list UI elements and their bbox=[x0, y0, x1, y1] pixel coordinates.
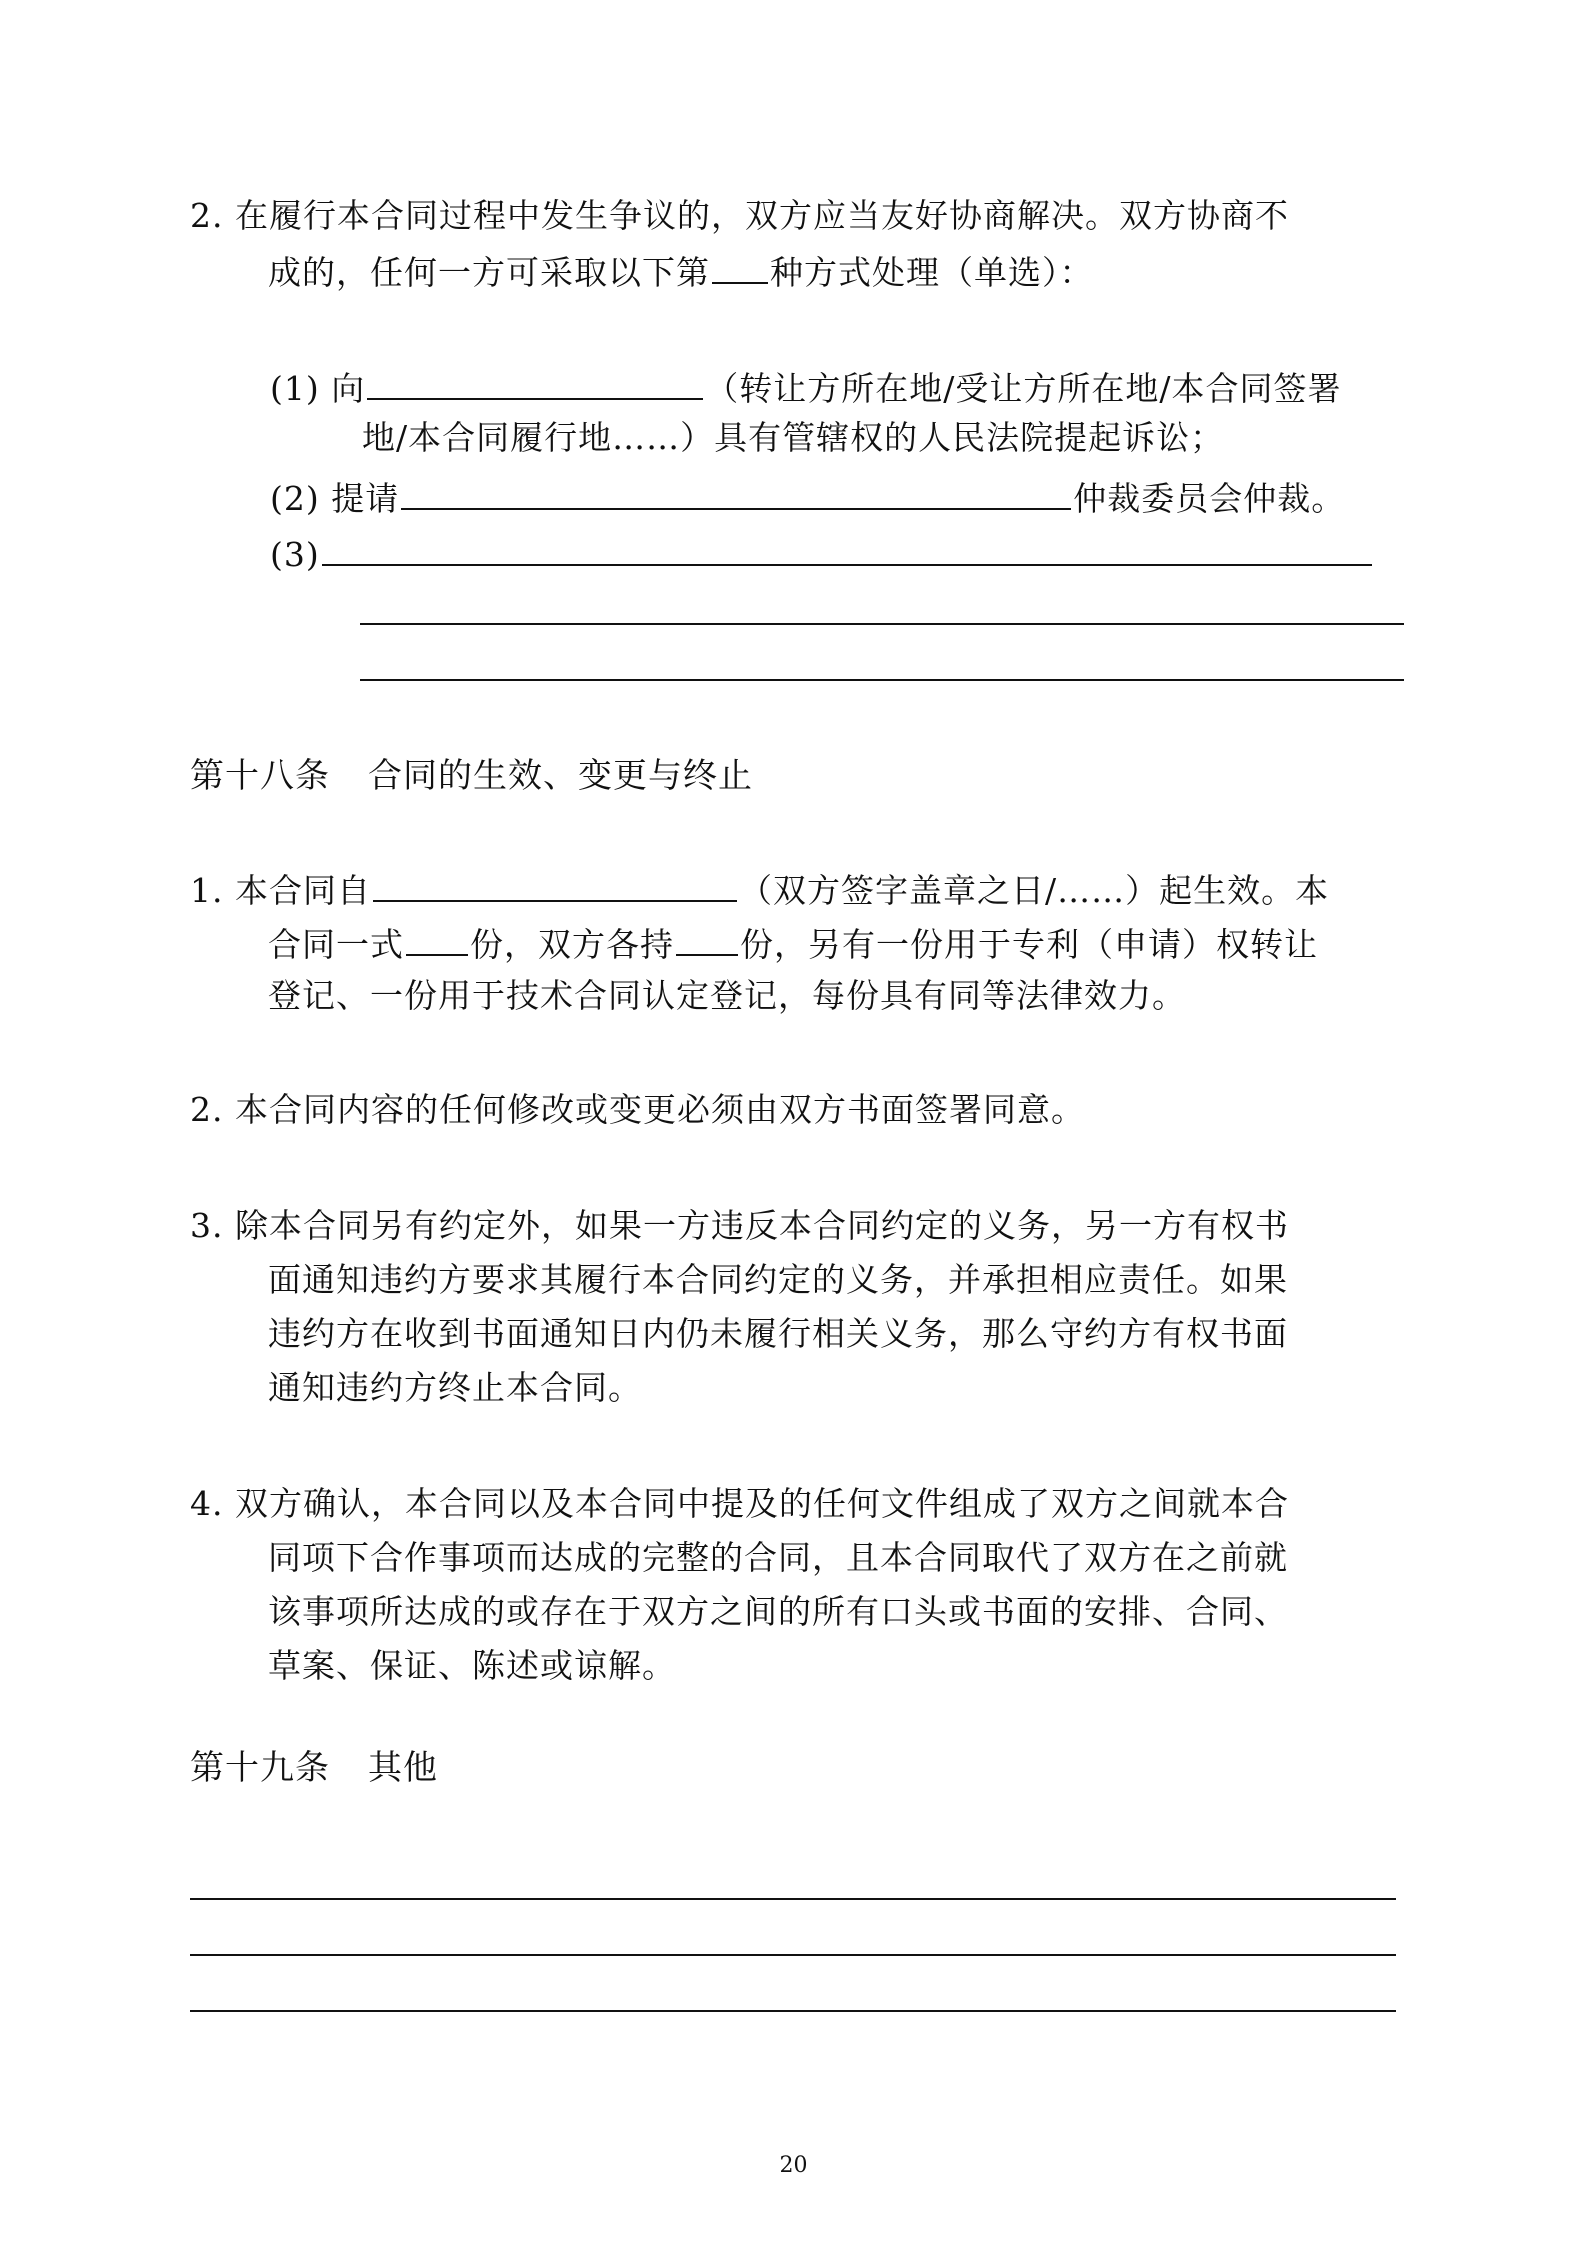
section-title: 合同的生效、变更与终止 bbox=[368, 756, 753, 796]
court-location-blank[interactable] bbox=[367, 366, 703, 400]
clause-18-4-line-4 bbox=[268, 1646, 676, 1686]
clause-text: 种方式处理（单选）： bbox=[770, 253, 1094, 292]
copies-each-blank[interactable] bbox=[676, 922, 738, 956]
clause-text: 该事项所达成的或存在于双方之间的所有口头或书面的安排、合同、 bbox=[268, 1592, 1288, 1631]
clause-18-1-line-3 bbox=[268, 976, 1186, 1016]
option-text: （转让方所在地/受让方所在地/本合同签署 bbox=[705, 369, 1342, 408]
clause-18-3-line-1 bbox=[190, 1206, 1289, 1246]
clause-text: 成的，任何一方可采取以下第 bbox=[268, 253, 710, 292]
other-method-blank-3[interactable] bbox=[360, 679, 1404, 681]
clause-text: 2. 本合同内容的任何修改或变更必须由双方书面签署同意。 bbox=[190, 1090, 1085, 1129]
copies-total-blank[interactable] bbox=[406, 922, 468, 956]
clause-18-1-line-2 bbox=[268, 922, 1318, 965]
clause-text: 草案、保证、陈述或谅解。 bbox=[268, 1646, 676, 1685]
page-number: 20 bbox=[779, 2153, 808, 2178]
effective-date-blank[interactable] bbox=[373, 868, 737, 902]
option-label: (2) 提请 bbox=[270, 479, 400, 518]
clause-text: 登记、一份用于技术合同认定登记，每份具有同等法律效力。 bbox=[268, 976, 1186, 1015]
other-terms-blank-2[interactable] bbox=[190, 1954, 1396, 1956]
option-text: 仲裁委员会仲裁。 bbox=[1073, 479, 1346, 518]
option-2-line bbox=[270, 476, 1345, 519]
option-1-line-2 bbox=[362, 418, 1224, 458]
clause-text: 同项下合作事项而达成的完整的合同，且本合同取代了双方在之前就 bbox=[268, 1538, 1288, 1577]
option-3-line bbox=[270, 532, 1374, 575]
section-number: 第十八条 bbox=[190, 756, 330, 796]
section-18-heading bbox=[190, 756, 753, 796]
clause-text: （双方签字盖章之日/……）起生效。本 bbox=[738, 871, 1330, 910]
option-1-line-1 bbox=[270, 366, 1341, 409]
clause-text: 1. 本合同自 bbox=[190, 871, 371, 910]
clause-text: 合同一式 bbox=[268, 925, 404, 964]
other-terms-blank-3[interactable] bbox=[190, 2010, 1396, 2012]
section-number: 第十九条 bbox=[190, 1748, 330, 1788]
clause-text: 通知违约方终止本合同。 bbox=[268, 1368, 642, 1407]
clause-text: 2. 在履行本合同过程中发生争议的，双方应当友好协商解决。双方协商不 bbox=[190, 196, 1289, 235]
option-number-blank[interactable] bbox=[712, 250, 768, 284]
section-title: 其他 bbox=[368, 1748, 438, 1788]
clause-text: 面通知违约方要求其履行本合同约定的义务，并承担相应责任。如果 bbox=[268, 1260, 1288, 1299]
clause-18-2-line bbox=[190, 1090, 1085, 1130]
option-text: 地/本合同履行地……）具有管辖权的人民法院提起诉讼； bbox=[362, 418, 1225, 457]
clause-17-2-line-2 bbox=[268, 250, 1094, 293]
clause-18-4-line-1 bbox=[190, 1484, 1289, 1524]
clause-text: 4. 双方确认，本合同以及本合同中提及的任何文件组成了双方之间就本合 bbox=[190, 1484, 1289, 1523]
section-19-heading bbox=[190, 1748, 438, 1788]
arbitration-commission-blank[interactable] bbox=[401, 476, 1071, 510]
clause-17-2-line-1 bbox=[190, 196, 1289, 236]
clause-text: 3. 除本合同另有约定外，如果一方违反本合同约定的义务，另一方有权书 bbox=[190, 1206, 1289, 1245]
clause-18-3-line-4 bbox=[268, 1368, 642, 1408]
clause-18-3-line-2 bbox=[268, 1260, 1288, 1300]
other-terms-blank-1[interactable] bbox=[190, 1898, 1396, 1900]
clause-text: 份，双方各持 bbox=[470, 925, 674, 964]
clause-18-1-line-1 bbox=[190, 868, 1329, 911]
option-label: (3) bbox=[270, 535, 320, 574]
clause-18-4-line-2 bbox=[268, 1538, 1288, 1578]
other-method-blank-1[interactable] bbox=[322, 532, 1372, 566]
clause-text: 违约方在收到书面通知日内仍未履行相关义务，那么守约方有权书面 bbox=[268, 1314, 1288, 1353]
option-label: (1) 向 bbox=[270, 369, 366, 408]
clause-18-3-line-3 bbox=[268, 1314, 1288, 1354]
clause-text: 份，另有一份用于专利（申请）权转让 bbox=[740, 925, 1318, 964]
clause-18-4-line-3 bbox=[268, 1592, 1288, 1632]
other-method-blank-2[interactable] bbox=[360, 623, 1404, 625]
